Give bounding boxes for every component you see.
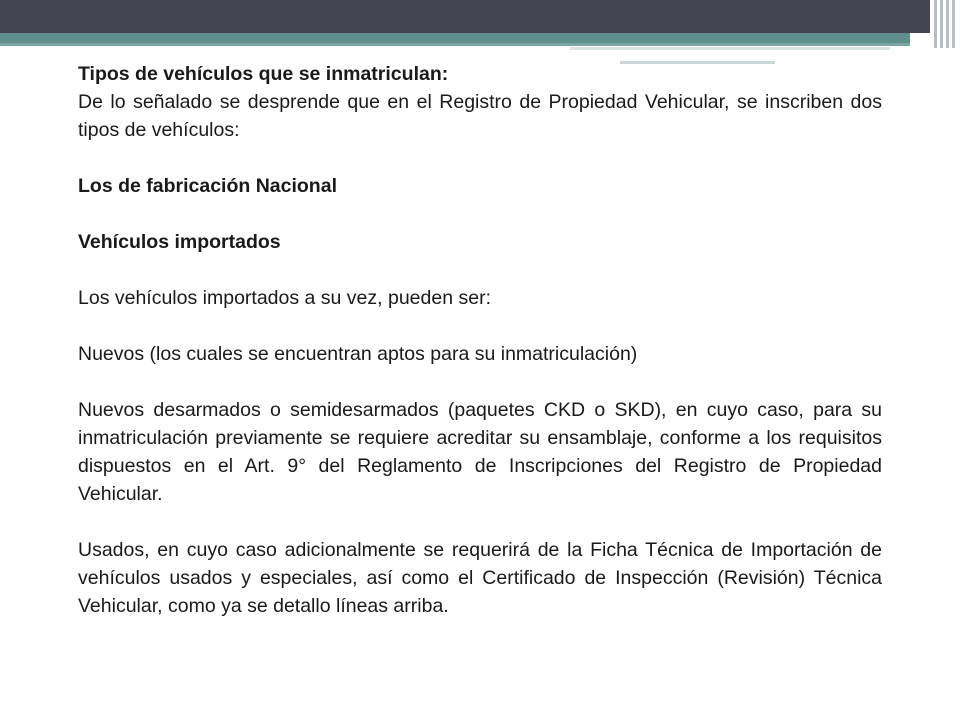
intro-paragraph: De lo señalado se desprende que en el Registro de Propiedad Vehicular, se inscriben dos tipos de vehículos: <box>78 91 882 141</box>
accent-strip <box>0 33 910 43</box>
type-imported: Vehículos importados <box>78 231 281 253</box>
top-band <box>0 0 960 33</box>
item-disassembled: Nuevos desarmados o semidesarmados (paquetes CKD o SKD), en cuyo caso, para su inmatriculación previamente se requiere acreditar su ensamblaje, conforme a los requisitos dispuestos en el Art. 9° del Reglamento de Inscripciones del Registro de Propiedad Vehicular. <box>78 399 882 505</box>
accent-strip-light <box>0 43 910 46</box>
slide-heading: Tipos de vehículos que se inmatriculan: <box>78 63 449 85</box>
imported-intro: Los vehículos importados a su vez, pueden ser: <box>78 287 491 309</box>
decorative-underline-long <box>570 47 890 50</box>
corner-bars <box>930 0 960 48</box>
type-national: Los de fabricación Nacional <box>78 175 337 197</box>
item-new: Nuevos (los cuales se encuentran aptos para su inmatriculación) <box>78 343 638 365</box>
slide-content <box>78 60 882 620</box>
item-used: Usados, en cuyo caso adicionalmente se requerirá de la Ficha Técnica de Importación de vehículos usados y especiales, así como el Certificado de Inspección (Revisión) Técnica Vehicular, como ya se detallo líneas arriba. <box>78 539 882 617</box>
